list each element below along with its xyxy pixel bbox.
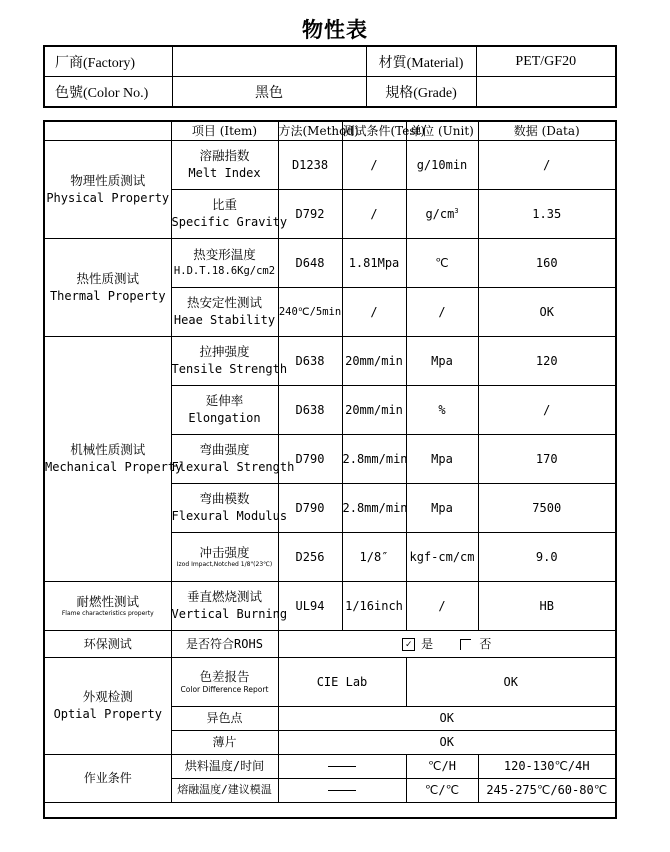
column-header-row: [44, 121, 616, 141]
item-cell: 比重 Specific Gravity: [171, 190, 278, 239]
unit-cell: ℃/℃: [406, 779, 478, 803]
table-row: [44, 141, 616, 190]
unit-cell: ℃/H: [406, 755, 478, 779]
item-cell: 热变形温度 H.D.T.18.6Kg/cm2: [171, 239, 278, 288]
item-cell: 异色点: [171, 707, 278, 731]
unit-cell: ℃: [406, 239, 478, 288]
condition-cell: /: [342, 141, 406, 190]
item-cell: 烘料温度/时间: [171, 755, 278, 779]
table-row: [44, 239, 616, 288]
value-cell: HB: [478, 582, 616, 631]
value-cell: 9.0: [478, 533, 616, 582]
group-flame: 耐燃性测试 Flame characteristics property: [44, 582, 171, 631]
group-mechanical: 机械性质测试 Mechanical Property: [44, 337, 171, 582]
condition-cell: 2.8mm/min: [342, 484, 406, 533]
material-value: PET/GF20: [476, 46, 616, 77]
unit-header: 单位 (Unit): [406, 121, 478, 141]
item-cell: 热安定性测试 Heae Stability: [171, 288, 278, 337]
value-cell: OK: [278, 707, 616, 731]
cie-cell: CIE Lab: [278, 658, 406, 707]
condition-cell: /: [342, 190, 406, 239]
dash-cell: [278, 755, 406, 779]
method-cell: D1238: [278, 141, 342, 190]
item-cell: 熔融温度/建议模温: [171, 779, 278, 803]
condition-header: 测试条件(Test): [342, 121, 406, 141]
blank-row: [44, 803, 616, 819]
item-cell: 延伸率 Elongation: [171, 386, 278, 435]
table-row: [44, 755, 616, 779]
method-cell: D638: [278, 386, 342, 435]
method-cell: D638: [278, 337, 342, 386]
group-optical: 外观检测 Optial Property: [44, 658, 171, 755]
item-cell: 弯曲强度 Flexural Strength: [171, 435, 278, 484]
item-cell: 垂直燃烧测试 Vertical Burning: [171, 582, 278, 631]
table-row: [44, 658, 616, 707]
color-label: 色號(Color No.): [44, 77, 172, 108]
value-cell: 170: [478, 435, 616, 484]
method-cell: D256: [278, 533, 342, 582]
method-header: 方法(Method): [278, 121, 342, 141]
group-header: [44, 121, 171, 141]
value-cell: 245-275℃/60-80℃: [478, 779, 616, 803]
page-title: 物性表: [302, 17, 368, 42]
value-cell: 120: [478, 337, 616, 386]
item-cell: 薄片: [171, 731, 278, 755]
rohs-options: [278, 631, 616, 658]
color-value: 黑色: [172, 77, 366, 108]
blank-cell: [44, 803, 616, 819]
value-cell: 1.35: [478, 190, 616, 239]
value-cell: OK: [278, 731, 616, 755]
property-table: [43, 120, 617, 819]
dash-cell: [278, 779, 406, 803]
factory-label: 厂商(Factory): [44, 46, 172, 77]
value-cell: 7500: [478, 484, 616, 533]
grade-label: 規格(Grade): [366, 77, 476, 108]
item-cell: 冲击强度 Izod Impact,Notched 1/8"(23℃): [171, 533, 278, 582]
rohs-label: 是否符合ROHS: [171, 631, 278, 658]
value-cell: 160: [478, 239, 616, 288]
condition-cell: 1.81Mpa: [342, 239, 406, 288]
grade-value: [476, 77, 616, 108]
unit-cell: /: [406, 582, 478, 631]
header-table: [43, 45, 617, 108]
group-thermal: 热性质测试 Thermal Property: [44, 239, 171, 337]
condition-cell: 2.8mm/min: [342, 435, 406, 484]
unit-cell: /: [406, 288, 478, 337]
unit-cell: kgf-cm/cm: [406, 533, 478, 582]
rohs-no-checkbox[interactable]: [460, 639, 471, 650]
unit-cell: Mpa: [406, 484, 478, 533]
group-work: 作业条件: [44, 755, 171, 803]
condition-cell: 20mm/min: [342, 386, 406, 435]
method-cell: UL94: [278, 582, 342, 631]
table-row: [44, 582, 616, 631]
item-cell: 弯曲模数 Flexural Modulus: [171, 484, 278, 533]
unit-cell: Mpa: [406, 435, 478, 484]
value-cell: OK: [406, 658, 616, 707]
rohs-row: [44, 631, 616, 658]
value-cell: /: [478, 386, 616, 435]
item-header: 项目 (Item): [171, 121, 278, 141]
method-cell: D790: [278, 435, 342, 484]
rohs-yes-checkbox[interactable]: ✓: [402, 638, 415, 651]
condition-cell: /: [342, 288, 406, 337]
material-label: 材質(Material): [366, 46, 476, 77]
method-cell: 240℃/5min: [278, 288, 342, 337]
condition-cell: 1/16inch: [342, 582, 406, 631]
value-cell: OK: [478, 288, 616, 337]
method-cell: D648: [278, 239, 342, 288]
method-cell: D790: [278, 484, 342, 533]
unit-cell: $g/cm^3$: [406, 190, 478, 239]
condition-cell: 1/8″: [342, 533, 406, 582]
value-cell: /: [478, 141, 616, 190]
unit-cell: Mpa: [406, 337, 478, 386]
group-physical: 物理性质测试 Physical Property: [44, 141, 171, 239]
unit-cell: g/10min: [406, 141, 478, 190]
method-cell: D792: [278, 190, 342, 239]
condition-cell: 20mm/min: [342, 337, 406, 386]
item-cell: 色差报告 Color Difference Report: [171, 658, 278, 707]
rohs-yes-label: 是: [421, 636, 434, 651]
data-header: 数据 (Data): [478, 121, 616, 141]
item-cell: 溶融指数 Melt Index: [171, 141, 278, 190]
value-cell: 120-130℃/4H: [478, 755, 616, 779]
item-cell: 拉抻强度 Tensile Strength: [171, 337, 278, 386]
group-env: 环保测试: [44, 631, 171, 658]
table-row: [44, 337, 616, 386]
rohs-no-label: 否: [479, 636, 492, 651]
unit-cell: %: [406, 386, 478, 435]
factory-value: [172, 46, 366, 77]
